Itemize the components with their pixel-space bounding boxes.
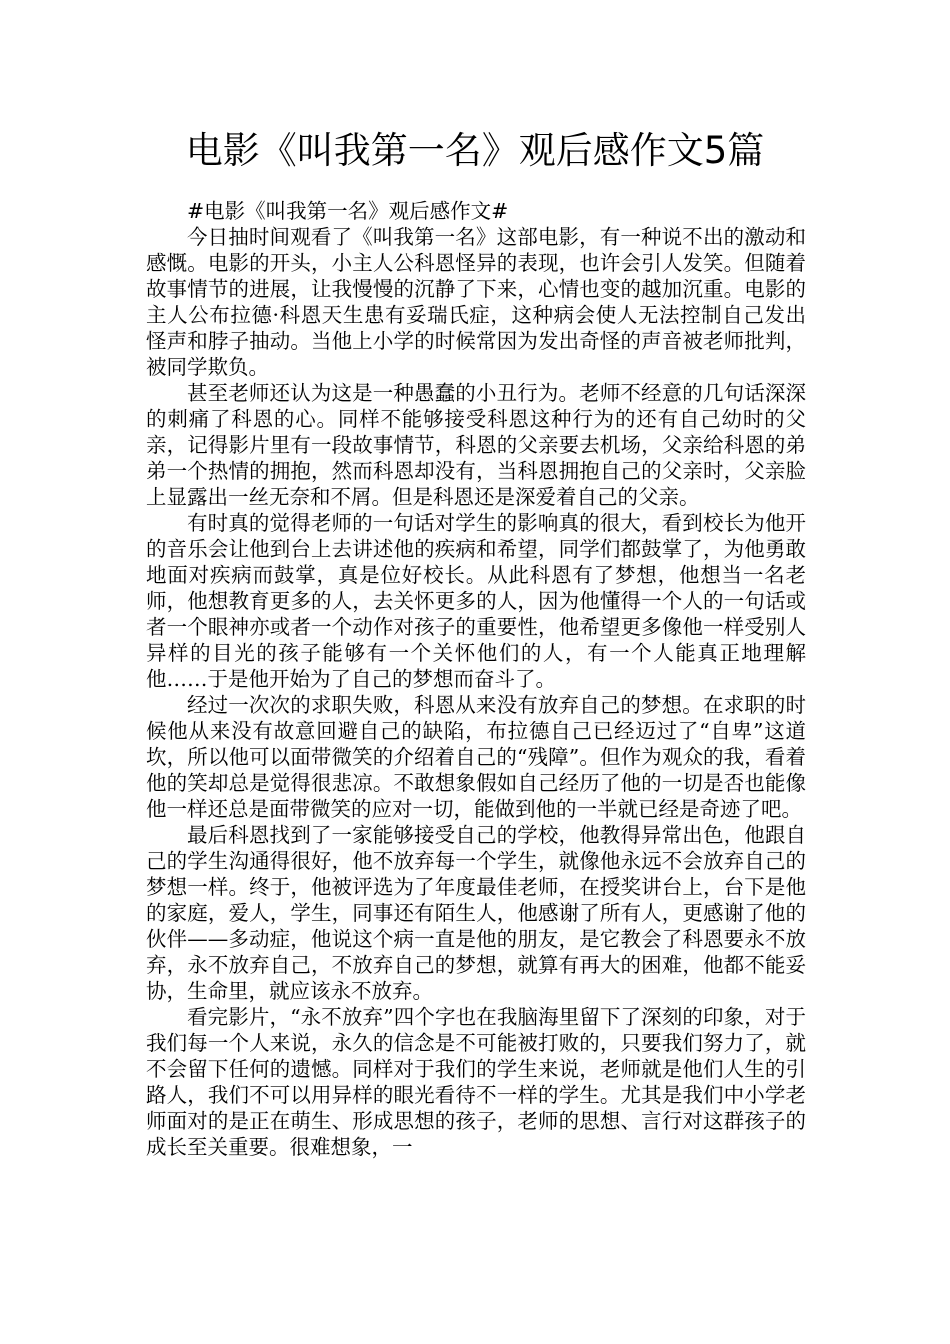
paragraph-3: 有时真的觉得老师的一句话对学生的影响真的很大，看到校长为他开的音乐会让他到台上去讲述他的疾病和希望，同学们都鼓掌了，为他勇敢地面对疾病而鼓掌，真是位好校长。从此科恩有了梦想，他想当一名老师，他想教育更多的人，去关怀更多的人，因为他懂得一个人的一句话或者一个眼神亦或者一个动作对孩子的重要性，他希望更多像他一样受别人异样的目光的孩子能够有一个关怀他们的人，有一个人能真正地理解他……于是他开始为了自己的梦想而奋斗了。: [146, 511, 806, 691]
paragraph-5: 最后科恩找到了一家能够接受自己的学校，他教得异常出色，他跟自己的学生沟通得很好，他不放弃每一个学生，就像他永远不会放弃自己的梦想一样。终于，他被评选为了年度最佳老师，在授奖讲台上，台下是他的家庭，爱人，学生，同事还有陌生人，他感谢了所有人，更感谢了他的伙伴——多动症，他说这个病一直是他的朋友，是它教会了科恩要永不放弃，永不放弃自己，不放弃自己的梦想，就算有再大的困难，他都不能妥协，生命里，就应该永不放弃。: [146, 823, 806, 1003]
paragraph-2: 甚至老师还认为这是一种愚蠢的小丑行为。老师不经意的几句话深深的刺痛了科恩的心。同样不能够接受科恩这种行为的还有自己幼时的父亲，记得影片里有一段故事情节，科恩的父亲要去机场，父亲给科恩的弟弟一个热情的拥抱，然而科恩却没有，当科恩拥抱自己的父亲时，父亲脸上显露出一丝无奈和不屑。但是科恩还是深爱着自己的父亲。: [146, 381, 806, 509]
paragraph-1: 今日抽时间观看了《叫我第一名》这部电影，有一种说不出的激动和感慨。电影的开头，小主人公科恩怪异的表现，也许会引人发笑。但随着故事情节的进展，让我慢慢的沉静了下来，心情也变的越加沉重。电影的主人公布拉德·科恩天生患有妥瑞氏症，这种病会使人无法控制自己发出怪声和脖子抽动。当他上小学的时候常因为发出奇怪的声音被老师批判，被同学欺负。: [146, 225, 806, 379]
paragraph-4: 经过一次次的求职失败，科恩从来没有放弃自己的梦想。在求职的时候他从来没有故意回避自己的缺陷，布拉德自己已经迈过了“自卑”这道坎，所以他可以面带微笑的介绍着自己的“残障”。但作为观众的我，看着他的笑却总是觉得很悲凉。不敢想象假如自己经历了他的一切是否也能像他一样还总是面带微笑的应对一切，能做到他的一半就已经是奇迹了吧。: [146, 693, 806, 821]
document-body: [146, 198, 806, 1160]
paragraph-6: 看完影片，“永不放弃”四个字也在我脑海里留下了深刻的印象，对于我们每一个人来说，永久的信念是不可能被打败的，只要我们努力了，就不会留下任何的遗憾。同样对于我们的学生来说，老师就是他们人生的引路人，我们不可以用异样的眼光看待不一样的学生。尤其是我们中小学老师面对的是正在萌生、形成思想的孩子，老师的思想、言行对这群孩子的成长至关重要。很难想象，一: [146, 1005, 806, 1159]
article-tag: #电影《叫我第一名》观后感作文#: [187, 199, 509, 223]
document-title: 电影《叫我第一名》观后感作文5篇: [185, 129, 765, 172]
